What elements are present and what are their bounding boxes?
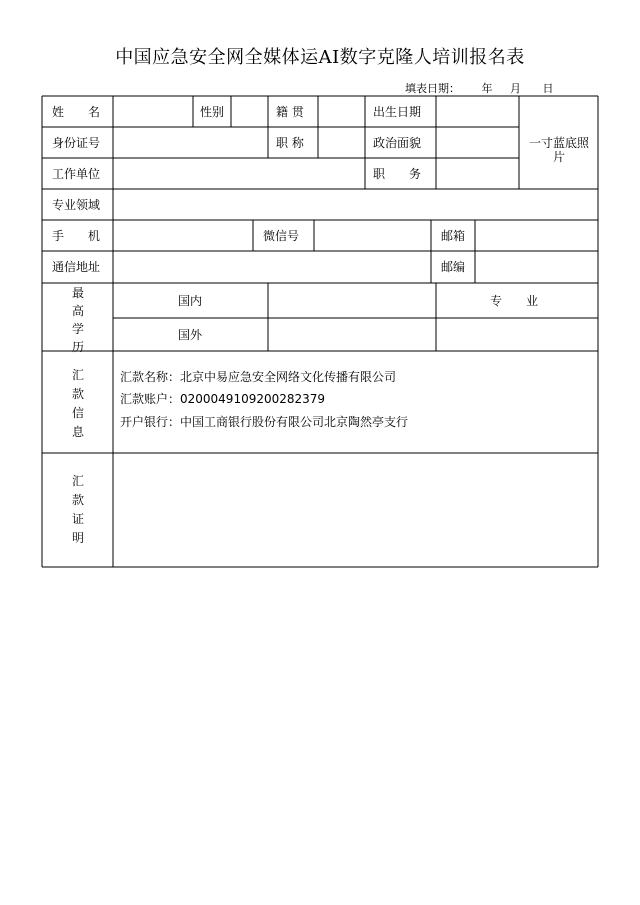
major-label: 专 业 xyxy=(490,294,539,308)
domestic-label: 国内 xyxy=(178,294,203,308)
fill-date-month: 月 xyxy=(510,82,521,95)
political-status-label: 政治面貌 xyxy=(373,136,422,150)
education-label: 最 高 学 历 xyxy=(71,286,84,354)
gender-label: 性别 xyxy=(200,105,225,119)
form-title: 中国应急安全网全媒体运AI数字克隆人培训报名表 xyxy=(115,47,525,68)
abroad-label: 国外 xyxy=(178,328,203,342)
remit-bank: 开户银行：中国工商银行股份有限公司北京陶然亭支行 xyxy=(120,415,409,429)
origin-label: 籍 贯 xyxy=(276,105,304,119)
photo-label: 一寸蓝底照片 xyxy=(528,136,589,164)
wechat-label: 微信号 xyxy=(263,229,300,243)
specialty-field-label: 专业领域 xyxy=(52,198,101,212)
employer-label: 工作单位 xyxy=(52,167,101,181)
job-title-label: 职 务 xyxy=(373,167,422,181)
address-label: 通信地址 xyxy=(52,260,101,274)
postcode-label: 邮编 xyxy=(441,260,466,274)
remit-account-name: 汇款名称：北京中易应急安全网络文化传播有限公司 xyxy=(120,370,397,384)
fill-date-year: 年 xyxy=(481,82,493,95)
mobile-label: 手 机 xyxy=(52,229,101,243)
position-label: 职 称 xyxy=(276,136,304,150)
name-label: 姓 名 xyxy=(52,105,101,119)
fill-date xyxy=(405,80,554,96)
email-label: 邮箱 xyxy=(441,229,466,243)
fill-date-day: 日 xyxy=(542,82,554,95)
remit-proof-label: 汇 款 证 明 xyxy=(71,474,84,545)
fill-date-label: 填表日期： xyxy=(405,82,460,95)
remit-account-number: 汇款账户：0200049109200282379 xyxy=(120,392,326,406)
birth-date-label: 出生日期 xyxy=(373,105,422,119)
id-number-label: 身份证号 xyxy=(52,136,101,150)
remit-info-label: 汇 款 信 息 xyxy=(71,368,84,439)
